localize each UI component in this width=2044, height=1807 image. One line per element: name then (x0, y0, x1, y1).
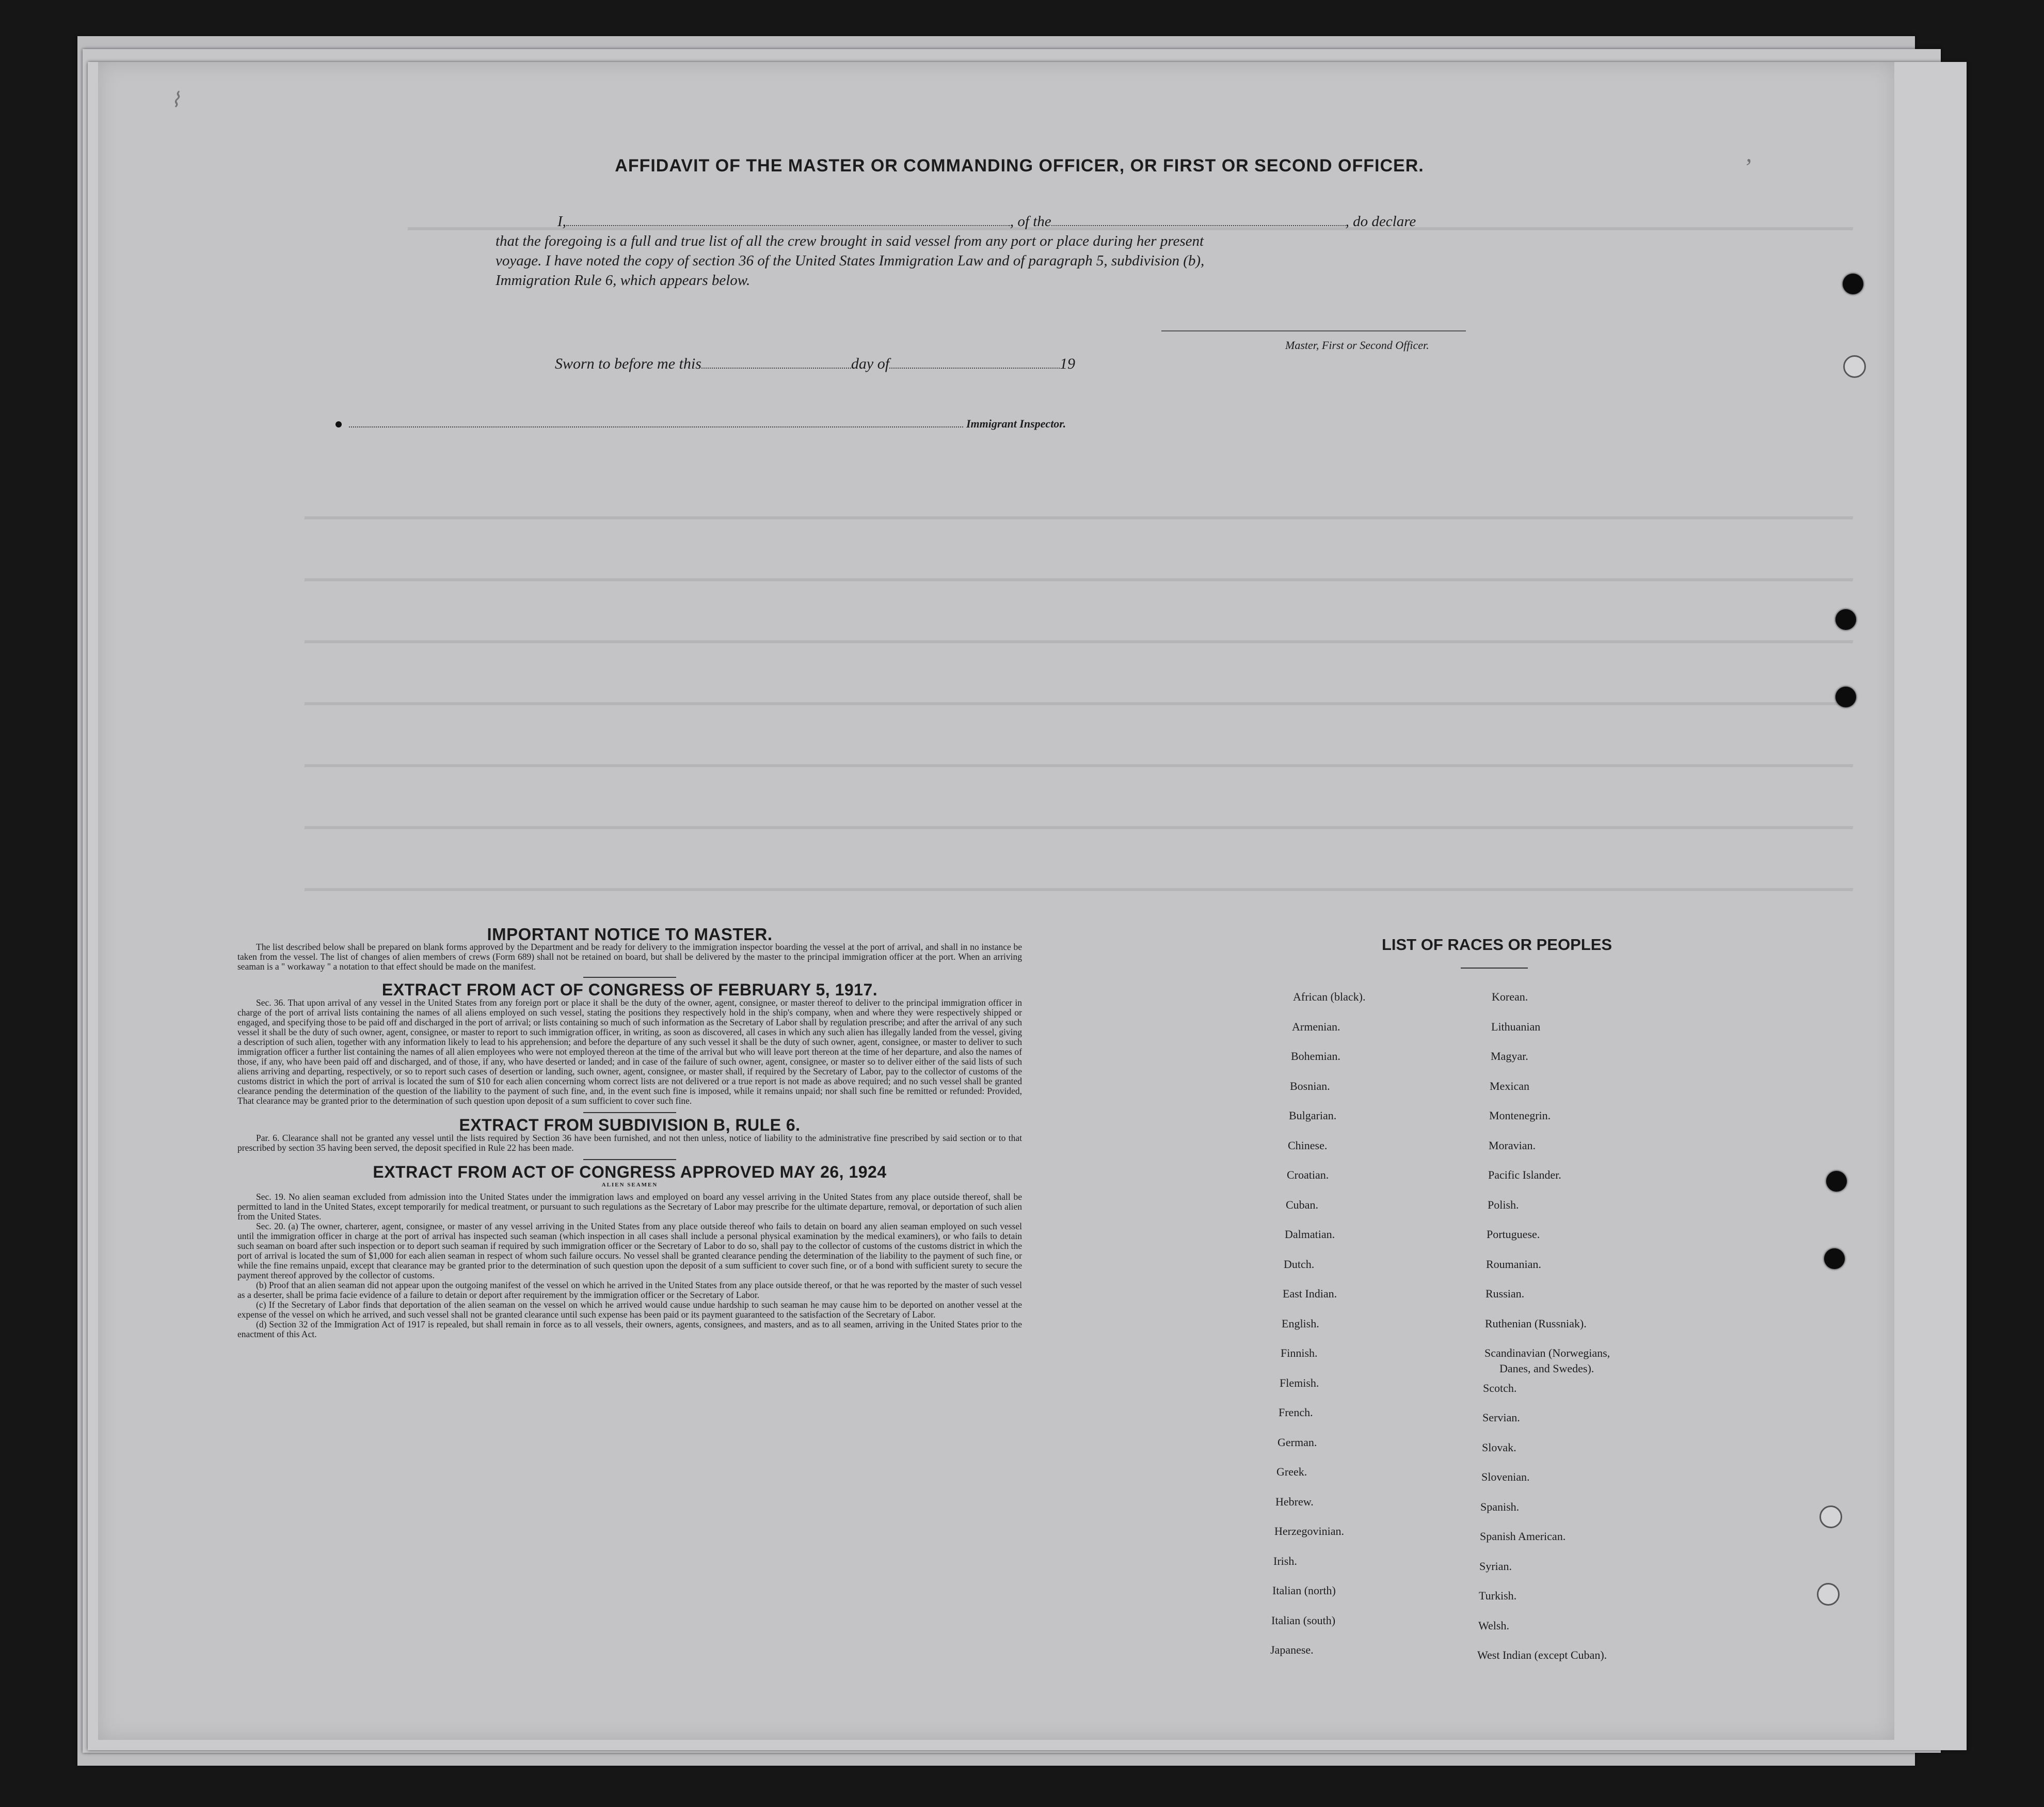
inspector-signature-row (336, 417, 1066, 431)
race-item: English. (1282, 1317, 1319, 1330)
race-item: East Indian. (1283, 1287, 1337, 1300)
declaration-text (496, 212, 1528, 290)
extract-1924-sec19: Sec. 19. No alien seaman excluded from admission into the United States under the immigration laws and employed on board any vessel arriving in the United States from any place outside thereof, shall be permitted to land in the United States, except temporarily for medical treatment, or pursuant to such regulations as the Secretary of Labor may prescribe for the ultimate departure, removal, or deportation of such alien from the United States. (237, 1192, 1022, 1222)
race-item: Italian (north) (1272, 1584, 1336, 1597)
bleed-through-line (305, 764, 1853, 767)
affidavit-title: AFFIDAVIT OF THE MASTER OR COMMANDING OFFICER, OR FIRST OR SECOND OFFICER. (615, 156, 1424, 176)
section-divider (583, 977, 676, 978)
race-item: Dutch. (1284, 1257, 1315, 1271)
extract-1924-title: EXTRACT FROM ACT OF CONGRESS APPROVED MAY 26, 1924 (373, 1163, 887, 1181)
race-item: Bohemian. (1291, 1050, 1340, 1063)
extract-rule6-text: Par. 6. Clearance shall not be granted any vessel until the lists required by Section 36 have been furnished, and not then unless, notice of liability to the administrative fine prescribed by said section or to that prescribed by section 35 having been served, the deposit specified in Rule 22 has been made. (237, 1133, 1022, 1153)
section-divider (583, 1159, 676, 1160)
do-declare-label: , do declare (1345, 213, 1416, 230)
race-item: Spanish. (1480, 1500, 1520, 1513)
race-item: Welsh. (1478, 1619, 1509, 1632)
vessel-blank (1051, 225, 1346, 226)
race-item: Greek. (1276, 1465, 1307, 1478)
extract-1917-title: EXTRACT FROM ACT OF CONGRESS OF FEBRUARY 5, 1917. (381, 980, 878, 999)
sworn-day-blank (701, 368, 851, 369)
i-label: I, (557, 213, 566, 230)
race-item: Irish. (1273, 1554, 1297, 1567)
race-item: Polish. (1488, 1198, 1519, 1211)
sworn-statement (555, 355, 1075, 373)
binder-hole-icon (1843, 274, 1863, 294)
races-divider (1461, 968, 1528, 969)
race-item: Flemish. (1280, 1376, 1319, 1389)
race-item: Spanish American. (1480, 1530, 1566, 1543)
race-item: Roumanian. (1486, 1258, 1541, 1271)
sworn-month-blank (889, 368, 1060, 369)
signature-line (1161, 330, 1466, 331)
race-item: Scotch. (1483, 1382, 1517, 1394)
binder-hole-icon (1835, 609, 1856, 630)
binder-hole-icon (1819, 1505, 1842, 1528)
bullet-icon (336, 421, 342, 427)
declaration-line-3: voyage. I have noted the copy of section 36 of the United States Immigration Law and of paragraph 5, subdivision (b), (496, 252, 1205, 269)
race-item: Pacific Islander. (1488, 1168, 1561, 1181)
extract-1924-sec20c: (c) If the Secretary of Labor finds that deportation of the alien seaman on the vessel on which he arrived would cause undue hardship to such seaman he may cause him to be deported on another vessel at the expense of the vessel on which he arrived, and such vessel shall not be granted clearance until such expense has been paid or its payment guaranteed to the satisfaction of the Secretary of Labor. (237, 1299, 1022, 1320)
declaration-line-2: that the foregoing is a full and true list of all the crew brought in said vessel from any port or place during her present (496, 233, 1204, 249)
extract-1917-text: Sec. 36. That upon arrival of any vessel in the United States from any foreign port or place it shall be the duty of the owner, agent, consignee, or master thereof to deliver to the principal immigration officer in charge of the port of arrival lists containing the names of all aliens employed on such vessel, stating the positions they respectively hold in the ship's company, when and where they were respectively shipped or engaged, and specifying those to be paid off and discharged in the port of arrival; or lists containing so much of such information as the Secretary of Labor shall by regulation prescribe; and after the arrival of any such vessel it shall be the duty of such owner, agent, consignee, or master to report to such immigration officer, in writing, as soon as discovered, all cases in which any such alien has illegally landed from the vessel, giving a description of such alien, together with any information likely to lead to his apprehension; and before the departure of any such vessel it shall be the duty of such owner, agent, consignee, or master to deliver to such immigration officer a further list containing the names of all alien employees who were not employed thereon at the time of the arrival but who will leave port thereon at the time of her departure, and also the names of those, if any, who have been paid off and discharged, and of those, if any, who have deserted or landed; and in case of the failure of such owner, agent, consignee, or master so to deliver either of the said lists of such aliens arriving and departing, respectively, or so to report such cases of desertion or landing, such owner, agent, consignee, or master shall, if required by the Secretary of Labor, pay to the collector of customs of the customs district in which the port of arrival is located the sum of $10 for each alien concerning whom correct lists are not delivered or a true report is not made as above required; and no such vessel shall be granted clearance pending the determination of the question of the liability to the payment of such fine, and, in the event such fine is imposed, while it remains unpaid; nor shall such fine be remitted or refunded: Provided, That clearance may be granted prior to the determination of such question upon deposit of a sum sufficient to cover such fine. (237, 997, 1022, 1106)
race-item: West Indian (except Cuban). (1477, 1649, 1607, 1661)
of-the-label: , of the (1010, 213, 1051, 230)
race-item: French. (1279, 1406, 1313, 1419)
race-item: Russian. (1486, 1287, 1525, 1300)
race-item: Ruthenian (Russniak). (1485, 1317, 1587, 1330)
notice-title: IMPORTANT NOTICE TO MASTER. (487, 925, 773, 944)
race-item: Korean. (1492, 990, 1528, 1003)
bleed-through-line (305, 516, 1853, 519)
race-item: Bulgarian. (1289, 1109, 1337, 1122)
bleed-through-line (305, 888, 1853, 891)
race-item: Dalmatian. (1285, 1228, 1335, 1241)
binder-hole-icon (1843, 355, 1866, 378)
year-prefix: 19 (1060, 355, 1076, 372)
race-item: Magyar. (1491, 1050, 1528, 1063)
declaration-line-4: Immigration Rule 6, which appears below. (496, 272, 750, 289)
race-item: Armenian. (1292, 1020, 1340, 1033)
binder-hole-icon (1817, 1583, 1840, 1606)
race-item: Herzegovinian. (1274, 1525, 1344, 1537)
pencil-mark: ‚ (1745, 140, 1753, 167)
bleed-through-line (305, 702, 1853, 705)
race-item: Lithuanian (1491, 1020, 1541, 1033)
notice-text: The list described below shall be prepared on blank forms approved by the Department and be ready for delivery to the immigration inspector boarding the vessel at the port of arrival, and shall in no instance be taken from the vessel. The list of changes of alien members of crews (Form 689) shall not be retained on board, but shall be delivered by the master to the principal immigration officer at the port. When an arriving seaman is a " workaway " a notation to that effect should be made on the manifest. (237, 942, 1022, 972)
legal-notices (237, 925, 1022, 1339)
bleed-through-line (305, 578, 1853, 581)
race-item: Bosnian. (1290, 1079, 1330, 1092)
race-item: Chinese. (1288, 1138, 1328, 1152)
race-item: Croatian. (1287, 1168, 1329, 1181)
declaration-line-1 (496, 212, 1528, 231)
race-item: Japanese. (1270, 1643, 1314, 1656)
extract-1924-sec20b: (b) Proof that an alien seaman did not appear upon the outgoing manifest of the vessel on which he arrived in the United States from any place outside thereof, or that he was reported by the master of such vessel as a deserter, shall be prima facie evidence of a failure to detain or deport after requirement by the immigration officer or the Secretary of Labor. (237, 1280, 1022, 1300)
alien-seamen-subtitle: ALIEN SEAMEN (601, 1182, 658, 1188)
race-item: Moravian. (1489, 1139, 1536, 1152)
race-item: Finnish. (1281, 1346, 1318, 1359)
race-item: Slovenian. (1481, 1470, 1530, 1483)
binder-hole-icon (1824, 1248, 1845, 1269)
race-item: Turkish. (1479, 1589, 1517, 1602)
race-item: Hebrew. (1275, 1495, 1314, 1508)
day-of-label: day of (851, 355, 890, 372)
race-item: Mexican (1490, 1080, 1529, 1092)
manifest-page (98, 62, 1894, 1740)
race-item: Cuban. (1286, 1198, 1318, 1211)
inspector-blank (349, 426, 963, 427)
race-item: German. (1278, 1435, 1317, 1449)
inspector-label: Immigrant Inspector. (966, 417, 1066, 430)
races-title: LIST OF RACES OR PEOPLES (1381, 936, 1612, 954)
section-divider (583, 1112, 676, 1113)
race-item: African (black). (1293, 990, 1366, 1003)
race-item: Servian. (1482, 1411, 1520, 1424)
extract-1924-sec20d: (d) Section 32 of the Immigration Act of 1917 is repealed, but shall remain in force as to all vessels, their owners, agents, consignees, and masters, and as to all seamen, arriving in the United States prior to the enactment of this Act. (237, 1319, 1022, 1339)
bleed-through-line (305, 826, 1853, 829)
pencil-mark: ⌇ (170, 88, 181, 112)
extract-rule6-title: EXTRACT FROM SUBDIVISION B, RULE 6. (459, 1116, 801, 1134)
signature-label: Master, First or Second Officer. (1285, 339, 1429, 352)
name-blank (566, 225, 1010, 226)
binder-hole-icon (1826, 1171, 1847, 1192)
sworn-label: Sworn to before me this (555, 355, 701, 372)
extract-1924-sec20a: Sec. 20. (a) The owner, charterer, agent, consignee, or master of any vessel arriving in the United States from any place outside thereof who fails to detain on board any alien seaman employed on such vessel until the immigration officer in charge at the port of arrival has inspected such seaman (which inspection in all cases shall include a personal physical examination by the medical examiners), or who fails to detain such seaman on board after such inspection or to deport such seaman if required by such immigration officer or the Secretary of Labor to do so, shall pay to the collector of customs of the customs district in which the port of arrival is located the sum of $1,000 for each alien seaman in respect of whom such failure occurs. No vessel shall be granted clearance pending the determination of the liability to the payment of such fine, or while the fine remains unpaid, except that clearance may be granted prior to the determination of such question upon the deposit of a sum sufficient to cover such fine, or of a bond with sufficient surety to secure the payment thereof approved by the collector of customs. (237, 1221, 1022, 1280)
race-item: Syrian. (1479, 1560, 1512, 1573)
bleed-through-line (305, 640, 1853, 643)
binder-hole-icon (1835, 687, 1856, 707)
race-item: Italian (south) (1271, 1613, 1336, 1627)
race-item: Slovak. (1482, 1441, 1516, 1454)
race-item: Montenegrin. (1489, 1109, 1551, 1122)
race-item: Danes, and Swedes). (1499, 1362, 1594, 1375)
race-item: Scandinavian (Norwegians, (1484, 1346, 1610, 1359)
race-item: Portuguese. (1487, 1228, 1540, 1241)
